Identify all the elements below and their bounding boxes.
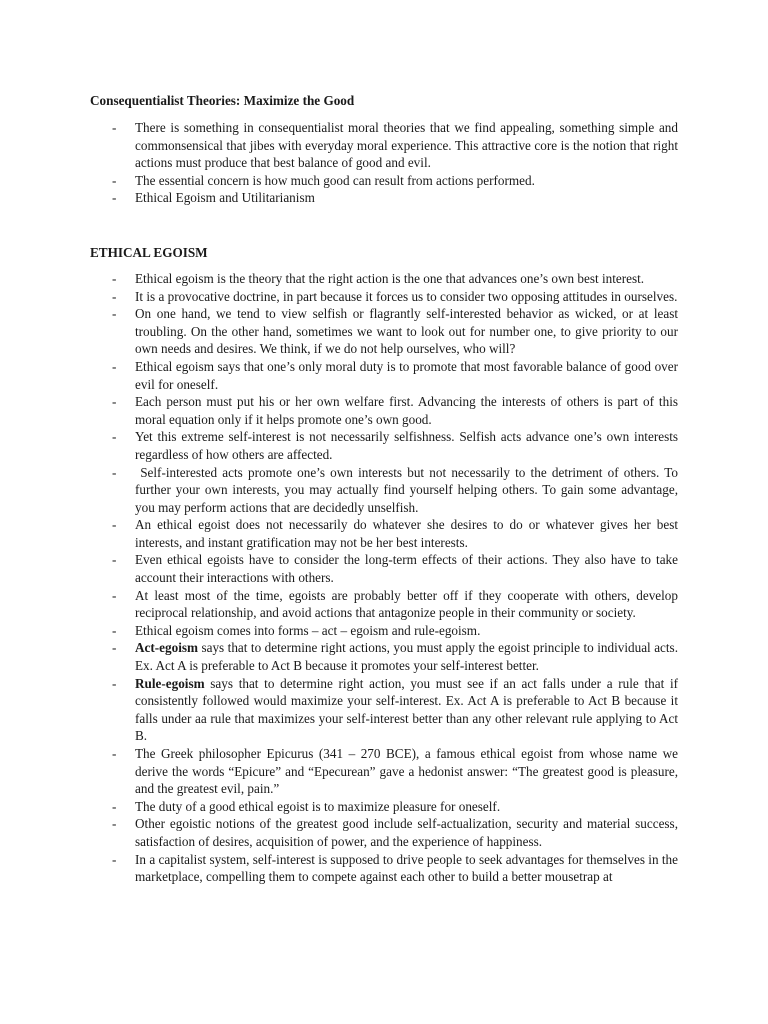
list-item: - On one hand, we tend to view selfish or flagrantly self-interested behavior as wicked, or at least troubling. On the other hand, sometimes we want to look out for number one, to give priority to our own needs and desires. We think, if we do not help ourselves, who will? [112,306,678,357]
list-item: - Self-interested acts promote one’s own interests but not necessarily to the detriment of others. To further your own interests, you may actually find yourself helping others. To gain some advantage, you may perform actions that are decidedly unselfish. [112,464,682,515]
list-item: - In a capitalist system, self-interest is supposed to drive people to seek advantages for themselves in the marketplace, compelling them to compete against each other to build a better mousetrap at [112,851,678,885]
list-item: - The essential concern is how much good can result from actions performed. [112,172,535,188]
list-item: - Yet this extreme self-interest is not necessarily selfishness. Selfish acts advance one’s own interests regardless of how others are affected. [112,429,678,462]
consequentialist-list [90,119,678,207]
list-item: - Ethical egoism comes into forms – act – egoism and rule-egoism. [112,622,481,638]
list-item: - There is something in consequentialist moral theories that we find appealing, something simple and commonsensical that jibes with everyday moral experience. This attractive core is the notion that right actions must produce that best balance of good and evil. [112,120,678,171]
ethical-egoism-list [90,270,682,886]
list-item: - Each person must put his or her own welfare first. Advancing the interests of others is part of this moral equation only if it helps promote one’s own good. [112,394,678,427]
list-item: - Ethical egoism is the theory that the right action is the one that advances one’s own best interest. [112,270,645,286]
term-act-egoism: Act-egoism [135,640,198,656]
list-item: - Ethical egoism says that one’s only moral duty is to promote that most favorable balance of good over evil for oneself. [112,358,678,392]
term-rule-egoism: Rule-egoism [135,675,205,691]
list-item: - Ethical Egoism and Utilitarianism [112,190,315,206]
list-item: - At least most of the time, egoists are probably better off if they cooperate with others, develop reciprocal relationship, and avoid actions that antagonize people in their community or society. [112,587,678,621]
list-item: - It is a provocative doctrine, in part because it forces us to consider two opposing attitudes in ourselves. [112,288,678,304]
list-item: - The duty of a good ethical egoist is to maximize pleasure for oneself. [112,798,501,814]
list-item: - Even ethical egoists have to consider the long-term effects of their actions. They also have to take account their interactions with others. [112,552,678,586]
list-item-act-egoism: - Act-egoism says that to determine right actions, you must apply the egoist principle to individual acts. Ex. Act A is preferable to Act B because it promotes your self-interest better. [112,640,678,674]
section-heading-ethical-egoism: ETHICAL EGOISM [90,244,208,260]
list-item-rule-egoism: - Rule-egoism says that to determine right action, you must see if an act falls under a rule that if consistently followed would maximize your self-interest. Ex. Act A is preferable to Act B because it falls under aa rule that maximizes your self-interest better than any other relevant rule applying to Act B. [112,675,678,744]
section-heading-consequentialist: Consequentialist Theories: Maximize the Good [90,93,355,108]
list-item: - An ethical egoist does not necessarily do whatever she desires to do or whatever gives her best interests, and instant gratification may not be her best interests. [112,517,678,550]
list-item: - Other egoistic notions of the greatest good include self-actualization, security and material success, satisfaction of desires, acquisition of power, and the experience of happiness. [112,816,678,849]
list-item: - The Greek philosopher Epicurus (341 – 270 BCE), a famous ethical egoist from whose name we derive the words “Epicure” and “Epecurean” gave a hedonist answer: “The greatest good is pleasure, and the greatest evil, pain.” [112,746,678,797]
document-page [90,92,682,886]
